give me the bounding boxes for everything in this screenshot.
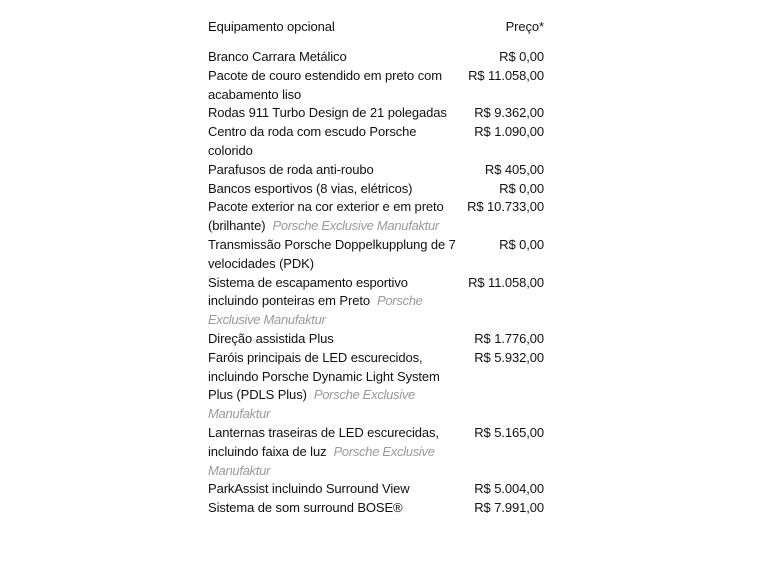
equipment-name-text: Branco Carrara Metálico [208,49,347,64]
equipment-price: R$ 9.362,00 [474,105,544,121]
equipment-row [208,198,544,236]
equipment-row [208,161,544,180]
equipment-price: R$ 11.058,00 [468,67,544,83]
equipment-name [208,198,458,236]
equipment-name-text: Lanternas traseiras de LED escurecidas, incluindo faixa de luz [208,424,439,459]
equipment-name-text: Parafusos de roda anti-roubo [208,161,374,177]
list-header [208,17,544,36]
equipment-row [208,236,544,274]
equipment-name [208,330,458,349]
equipment-price: R$ 11.058,00 [468,274,544,290]
equipment-name [208,349,458,424]
equipment-name-text: Rodas 911 Turbo Design de 21 polegadas [208,105,447,121]
equipment-name-text: Bancos esportivos (8 vias, elétricos) [208,180,413,196]
equipment-name [208,499,458,518]
equipment-name [208,274,458,330]
equipment-name [208,424,458,480]
equipment-name [208,161,458,180]
equipment-name-text: Direção assistida Plus [208,330,334,346]
equipment-name [208,123,458,161]
equipment-price: R$ 10.733,00 [467,199,544,215]
equipment-price: R$ 405,00 [484,161,544,177]
equipment-name-text: Pacote exterior na cor exterior e em preto (brilhante) [208,199,444,234]
equipment-row [208,330,544,349]
equipment-row [208,123,544,161]
equipment-name-text: Pacote de couro estendido em preto com acabamento liso [208,67,442,102]
equipment-column-header: Equipamento opcional [208,19,335,34]
equipment-name-text: Sistema de som surround BOSE® [208,500,403,516]
equipment-name [208,236,458,274]
optional-equipment-list [208,17,544,518]
equipment-name [208,67,458,105]
equipment-price: R$ 5.004,00 [474,481,544,497]
equipment-rows [208,48,544,518]
equipment-name [208,48,458,67]
price-column-header: Preço* [505,19,544,34]
equipment-name-text: Centro da roda com escudo Porsche colorido [208,124,417,158]
exclusive-manufaktur-note: Porsche Exclusive Manufaktur [208,293,423,328]
equipment-name [208,104,458,123]
equipment-price: R$ 5.165,00 [474,424,544,440]
equipment-name-text: Transmissão Porsche Doppelkupplung de 7 velocidades (PDK) [208,236,456,271]
equipment-price: R$ 0,00 [499,49,544,64]
equipment-price: R$ 0,00 [499,236,544,252]
equipment-price: R$ 0,00 [499,180,544,196]
equipment-price: R$ 7.991,00 [474,500,544,516]
exclusive-manufaktur-note: Porsche Exclusive Manufaktur [208,387,415,422]
exclusive-manufaktur-note: Porsche Exclusive Manufaktur [208,443,435,478]
equipment-row [208,424,544,480]
equipment-row [208,67,544,105]
equipment-name [208,480,458,499]
equipment-row [208,48,544,67]
equipment-row [208,499,544,518]
equipment-row [208,104,544,123]
equipment-name-text: ParkAssist incluindo Surround View [208,481,410,497]
equipment-name [208,180,458,199]
equipment-price: R$ 1.090,00 [474,124,544,140]
equipment-row [208,274,544,330]
equipment-name-text: Sistema de escapamento esportivo incluindo ponteiras em Preto [208,274,408,309]
equipment-row [208,349,544,424]
equipment-price: R$ 1.776,00 [474,330,544,346]
equipment-row [208,180,544,199]
equipment-name-text: Faróis principais de LED escurecidos, incluindo Porsche Dynamic Light System Plus (PDLS Plus) [208,349,440,403]
equipment-price: R$ 5.932,00 [474,349,544,365]
exclusive-manufaktur-note: Porsche Exclusive Manufaktur [272,218,439,234]
equipment-row [208,480,544,499]
